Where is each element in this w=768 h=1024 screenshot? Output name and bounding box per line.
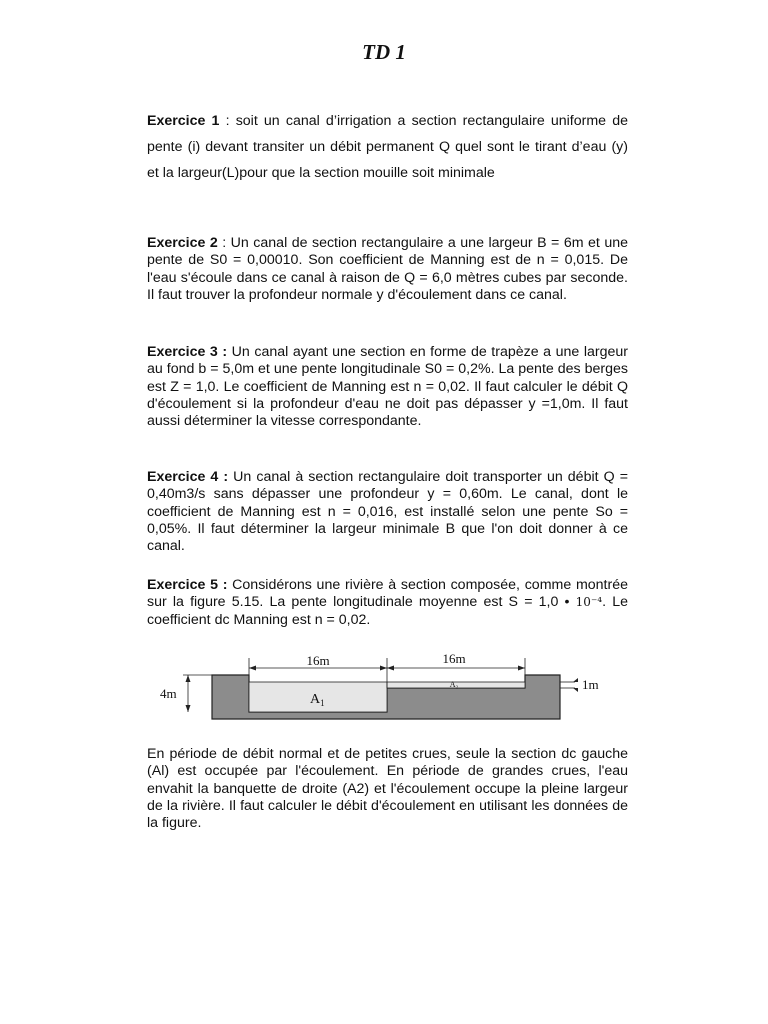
exercise-1-label: Exercice 1 xyxy=(147,113,220,129)
depth-label: 4m xyxy=(160,686,177,701)
exercise-4-label: Exercice 4 : xyxy=(147,469,229,485)
channel-cross-section-figure xyxy=(155,645,615,725)
exercise-2-text: : Un canal de section rectangulaire a une largeur B = 6m et une pente de S0 = 0,00010. Son coefficient de Manning est de n = 0,015. De l'eau s'écoule dans ce canal à raison de Q = 6,0 mètres cubes par seconde. Il faut trouver la profondeur normale y d'écoulement dans ce canal. xyxy=(147,235,628,303)
paragraph-after-figure: En période de débit normal et de petites crues, seule la section dc gauche (Al) est occupée par l'écoulement. En période de grandes crues, l'eau envahit la banquette de droite (A2) et l'écoulement occupe la pleine largeur de la rivière. Il faut calculer le débit d'écoulement en utilisant les données de la figure. xyxy=(147,746,628,832)
exercise-1 xyxy=(147,108,628,186)
area-a1-label: $A_1$ xyxy=(310,692,325,708)
area-a2-label: A₂ xyxy=(449,680,459,689)
page-title: TD 1 xyxy=(362,40,406,64)
exercise-3-text: Un canal ayant une section en forme de trapèze a une largeur au fond b = 5,0m et une pente longitudinale S0 = 0,2%. La pente des berges est Z = 1,0. Le coefficient de Manning est n = 0,02. Il faut calculer le débit Q d'écoulement si la profondeur d'eau ne doit pas dépasser y =1,0m. Il faut aussi déterminer la vitesse correspondante. xyxy=(147,344,628,430)
step-label: 1m xyxy=(582,677,599,692)
exercise-5 xyxy=(147,577,628,629)
exercise-3 xyxy=(147,344,628,430)
exercise-5-text: Considérons une rivière à section composée, comme montrée sur la figure 5.15. La pente longitudinale moyenne est S = 1,0 • xyxy=(147,577,628,611)
exercise-4-text: Un canal à section rectangulaire doit transporter un débit Q = 0,40m3/s sans dépasser une profondeur y = 0,60m. Le canal, dont le coefficient de Manning est n = 0,016, est installé selon une pente So = 0,05%. Il faut déterminer la largeur minimale B que l'on doit donner à ce canal. xyxy=(147,469,628,555)
exercise-2 xyxy=(147,235,628,304)
exercise-3-label: Exercice 3 : xyxy=(147,344,228,360)
exercise-5-text-after: . Le coefficient dc Manning est n = 0,02. xyxy=(147,594,628,628)
left-width-label: 16m xyxy=(306,653,330,668)
exercise-2-label: Exercice 2 xyxy=(147,235,218,251)
exercise-5-math: 10⁻⁴ xyxy=(575,595,603,610)
right-width-label: 16m xyxy=(442,651,466,666)
exercise-1-text: : soit un canal d’irrigation a section rectangulaire uniforme de pente (i) devant transiter un débit permanent Q quel sont le tirant d’eau (y) et la largeur(L)pour que la section mouille soit minimale xyxy=(147,113,628,181)
exercise-5-label: Exercice 5 : xyxy=(147,577,228,593)
exercise-4 xyxy=(147,469,628,555)
